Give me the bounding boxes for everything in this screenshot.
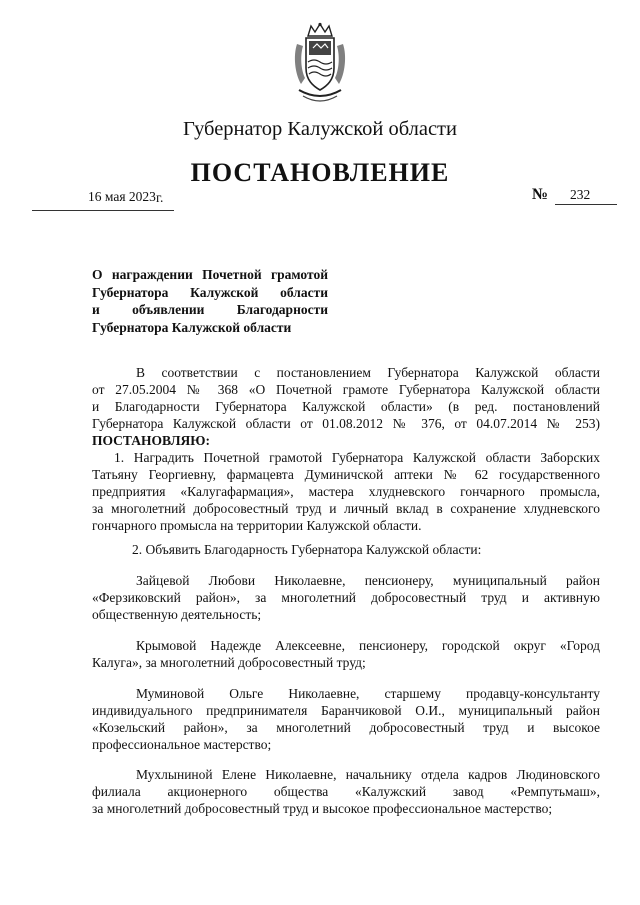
subject-line: Губернатора Калужской области xyxy=(92,319,292,335)
recipient-line: «Козельский район», за многолетний добросовестный труд и высокое xyxy=(92,720,600,735)
recipient-line: Калуга», за многолетний добросовестный труд; xyxy=(92,655,366,670)
recipient-line: за многолетний добросовестный труд и высокое профессиональное мастерство; xyxy=(92,801,553,816)
item-1-line: за многолетний добросовестный труд и личный вклад в сохранение хлудневского xyxy=(92,501,600,516)
subject-line: Губернатора Калужской области xyxy=(92,284,328,300)
document-number: 232 xyxy=(570,187,591,202)
coat-of-arms-emblem xyxy=(291,22,349,104)
recipient-line: профессиональное мастерство; xyxy=(92,737,272,752)
document-subject xyxy=(92,266,328,336)
preamble-line: от 27.05.2004 № 368 «О Почетной грамоте Губернатора Калужской области xyxy=(92,382,600,397)
recipient-line: Мухлыниной Елене Николаевне, начальнику отдела кадров Людиновского xyxy=(136,767,600,782)
item-1 xyxy=(92,449,600,534)
issuing-authority: Губернатор Калужской области xyxy=(183,118,457,140)
number-underline xyxy=(555,204,617,205)
date-suffix: г. xyxy=(156,190,164,205)
number-sign: № xyxy=(532,186,549,203)
preamble-line: и Благодарности Губернатора Калужской области» (в ред. постановлений xyxy=(92,399,600,414)
recipient-zaitseva xyxy=(92,572,600,623)
item-1-line: Татьяну Георгиевну, фармацевта Думиничской аптеки № 62 государственного xyxy=(92,467,600,482)
subject-line: и объявлении Благодарности xyxy=(92,302,328,317)
item-1-line: гончарного промысла на территории Калужской области. xyxy=(92,518,422,533)
recipient-line: индивидуального предпринимателя Баранчиковой О.И., муниципальный район xyxy=(92,703,600,718)
item-1-line: предприятия «Калугафармация», мастера хлудневского гончарного промысла, xyxy=(92,484,600,499)
recipient-line: филиала акционерного общества «Калужский завод «Ремпутьмаш», xyxy=(92,784,600,799)
recipient-line: Крымовой Надежде Алексеевне, пенсионеру, городской округ «Город xyxy=(136,638,600,653)
recipient-line: Муминовой Ольге Николаевне, старшему продавцу-консультанту xyxy=(136,686,600,701)
item-1-line: 1. Наградить Почетной грамотой Губернатора Калужской области Заборских xyxy=(114,450,600,465)
recipient-muminova xyxy=(92,685,600,753)
preamble-line: В соответствии с постановлением Губернатора Калужской области xyxy=(136,365,600,380)
recipient-line: «Ферзиковский район», за многолетний добросовестный труд и активную xyxy=(92,590,600,605)
document-date: 16 мая 2023 xyxy=(88,189,156,204)
recipient-line: общественную деятельность; xyxy=(92,607,262,622)
recipient-line: Зайцевой Любови Николаевне, пенсионеру, муниципальный район xyxy=(136,573,600,588)
recipient-mukhlynina xyxy=(92,766,600,817)
subject-line: О награждении Почетной грамотой xyxy=(92,267,328,282)
decree-word: ПОСТАНОВЛЯЮ: xyxy=(92,433,210,448)
recipient-krymova xyxy=(92,637,600,671)
item-2-title: 2. Объявить Благодарность Губернатора Калужской области: xyxy=(132,542,482,557)
document-type-title: ПОСТАНОВЛЕНИЕ xyxy=(190,158,450,187)
preamble xyxy=(92,364,600,449)
preamble-line: Губернатора Калужской области от 01.08.2012 № 376, от 04.07.2014 № 253) xyxy=(92,416,600,431)
